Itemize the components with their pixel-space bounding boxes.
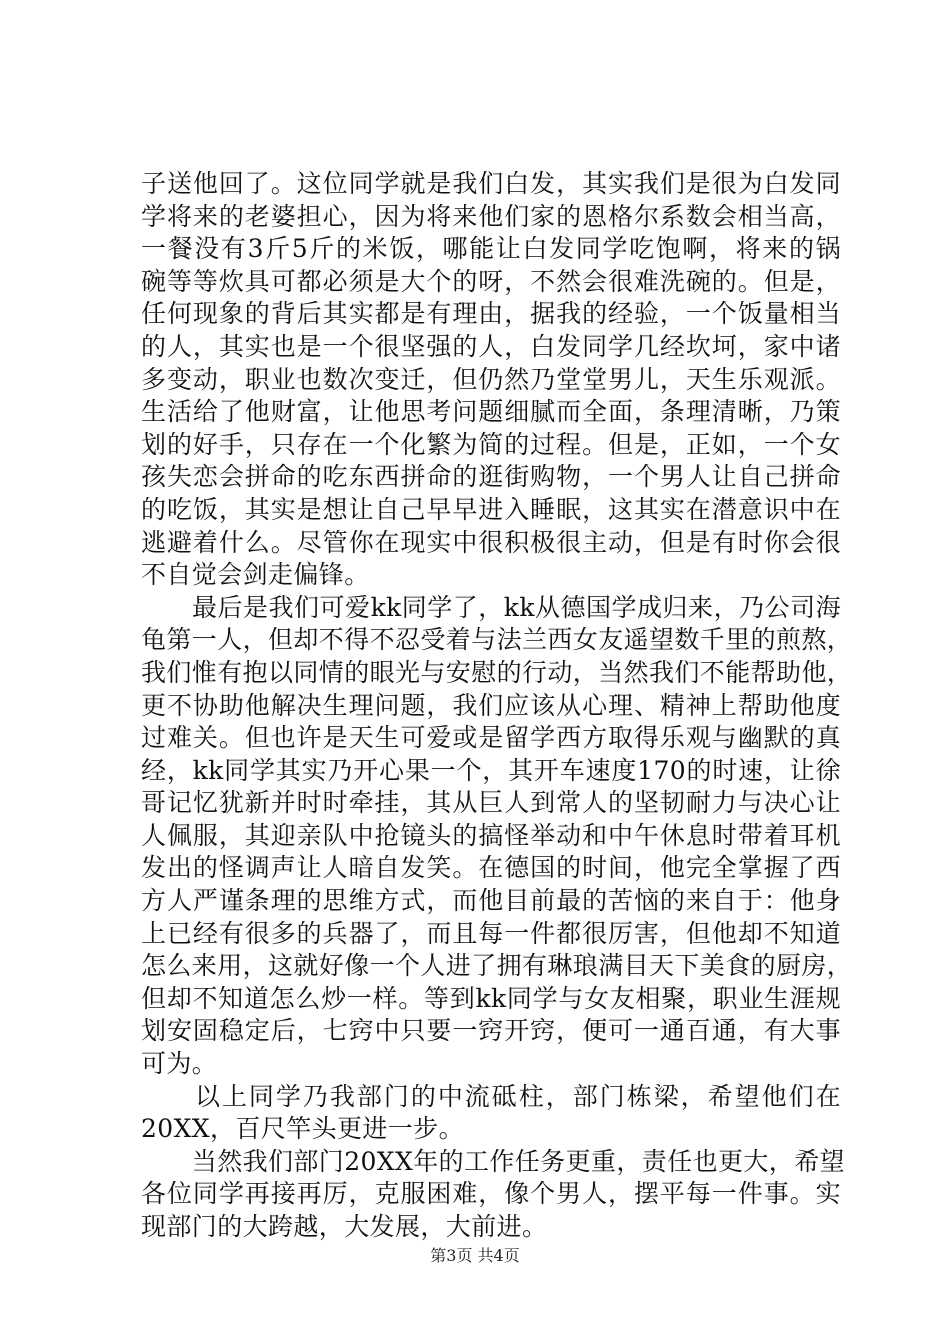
text-line: 子送他回了。这位同学就是我们白发，其实我们是很为白发同 (141, 169, 841, 198)
text-line: 各位同学再接再厉，克服困难，像个男人，摆平每一件事。实 (141, 1179, 841, 1209)
text-line: 过难关。但也许是天生可爱或是留学西方取得乐观与幽默的真 (141, 723, 841, 753)
text-line: 不自觉会剑走偏锋。 (141, 560, 370, 590)
text-line: 更不协助他解决生理问题，我们应该从心理、精神上帮助他度 (141, 690, 841, 720)
text-line: 生活给了他财富，让他思考问题细腻而全面，条理清晰，乃策 (141, 397, 841, 427)
text-line: 孩失恋会拼命的吃东西拼命的逛街购物，一个男人让自己拼命 (141, 462, 841, 492)
text-line: 的人，其实也是一个很坚强的人，白发同学几经坎坷，家中诸 (141, 331, 841, 361)
text-line: 发出的怪调声让人暗自发笑。在德国的时间，他完全掌握了西 (141, 853, 841, 883)
text-line: 方人严谨条理的思维方式，而他目前最的苦恼的来自于：他身 (141, 886, 841, 916)
text-line: 人佩服，其迎亲队中抢镜头的搞怪举动和中午休息时带着耳机 (141, 820, 841, 850)
text-line: 划的好手，只存在一个化繁为简的过程。但是，正如，一个女 (141, 429, 841, 459)
text-line: 划安固稳定后，七窍中只要一窍开窍，便可一通百通，有大事 (141, 1016, 841, 1046)
text-line: 碗等等炊具可都必须是大个的呀，不然会很难洗碗的。但是， (141, 266, 841, 296)
text-line: 当然我们部门20XX年的工作任务更重，责任也更大，希望 (141, 1146, 846, 1176)
text-line: 怎么来用，这就好像一个人进了拥有琳琅满目天下美食的厨房， (141, 951, 853, 981)
text-line: 哥记忆犹新并时时牵挂，其从巨人到常人的坚韧耐力与决心让 (141, 788, 841, 818)
text-line: 20XX，百尺竿头更进一步。 (141, 1114, 465, 1144)
text-line: 但却不知道怎么炒一样。等到kk同学与女友相聚，职业生涯规 (141, 983, 841, 1013)
text-line: 经，kk同学其实乃开心果一个，其开车速度170的时速，让徐 (141, 755, 841, 785)
document-body (141, 168, 853, 1244)
text-line: 上已经有很多的兵器了，而且每一件都很厉害，但他却不知道 (141, 918, 841, 948)
text-line: 逃避着什么。尽管你在现实中很积极很主动，但是有时你会很 (141, 527, 841, 557)
text-line: 龟第一人，但却不得不忍受着与法兰西女友遥望数千里的煎熬， (141, 625, 853, 655)
text-line: 一餐没有3斤5斤的米饭，哪能让白发同学吃饱啊，将来的锅 (141, 234, 841, 264)
text-line: 可为。 (141, 1049, 218, 1079)
text-line: 多变动，职业也数次变迁，但仍然乃堂堂男儿，天生乐观派。 (141, 364, 841, 394)
text-line: 以上同学乃我部门的中流砥柱，部门栋梁，希望他们在 (141, 1081, 841, 1111)
text-line: 最后是我们可爱kk同学了，kk从德国学成归来，乃公司海 (141, 592, 841, 622)
text-line: 任何现象的背后其实都是有理由，据我的经验，一个饭量相当 (141, 299, 841, 329)
text-line: 学将来的老婆担心，因为将来他们家的恩格尔系数会相当高， (141, 201, 841, 231)
text-line: 现部门的大跨越，大发展，大前进。 (141, 1212, 548, 1241)
text-line: 我们惟有抱以同情的眼光与安慰的行动，当然我们不能帮助他， (141, 657, 853, 687)
text-line: 的吃饭，其实是想让自己早早进入睡眠，这其实在潜意识中在 (141, 494, 841, 524)
page-footer: 第3页 共4页 (430, 1246, 520, 1265)
